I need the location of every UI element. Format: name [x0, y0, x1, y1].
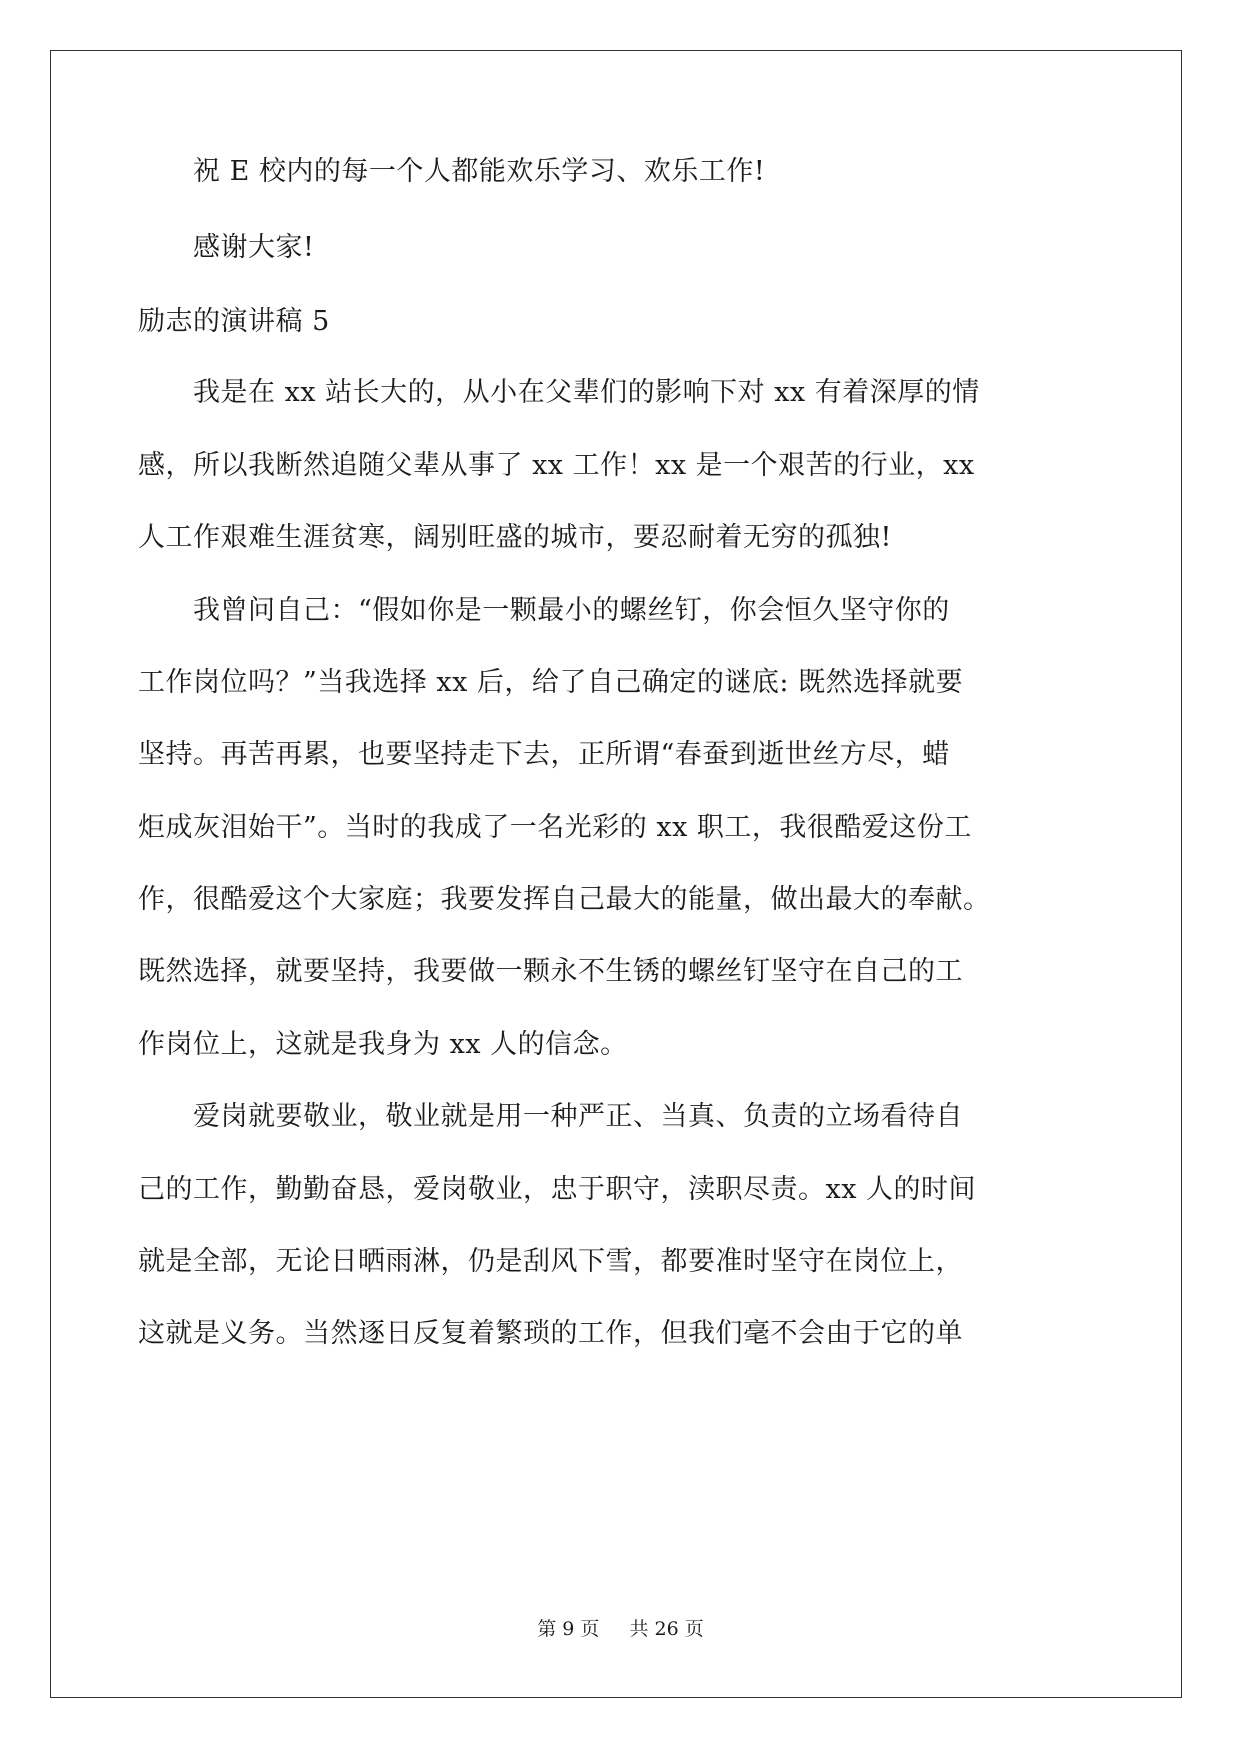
paragraph-line: 就是全部，无论日晒雨淋，仍是刮风下雪，都要准时坚守在岗位上，: [138, 1246, 963, 1277]
page-footer: [0, 1617, 1241, 1641]
paragraph-line: 我曾问自己：“假如你是一颗最小的螺丝钉，你会恒久坚守你的: [193, 595, 950, 626]
paragraph-line: 我是在 xx 站长大的，从小在父辈们的影响下对 xx 有着深厚的情: [193, 377, 980, 408]
paragraph-line: 己的工作，勤勤奋恳，爱岗敬业，忠于职守，渎职尽责。xx 人的时间: [138, 1174, 977, 1205]
paragraph-line: 感，所以我断然追随父辈从事了 xx 工作！xx 是一个艰苦的行业，xx: [138, 450, 975, 481]
paragraph-line: 感谢大家!: [193, 232, 315, 263]
page-number: 第 9 页: [537, 1618, 600, 1640]
paragraph-line: 爱岗就要敬业，敬业就是用一种严正、当真、负责的立场看待自: [193, 1101, 963, 1132]
paragraph-line: 既然选择，就要坚持，我要做一颗永不生锈的螺丝钉坚守在自己的工: [138, 956, 963, 987]
page-border: [50, 50, 1182, 1698]
paragraph-line: 坚持。再苦再累，也要坚持走下去，正所谓“春蚕到逝世丝方尽，蜡: [138, 739, 950, 770]
paragraph-line: 这就是义务。当然逐日反复着繁琐的工作，但我们毫不会由于它的单: [138, 1318, 963, 1349]
paragraph-line: 作，很酷爱这个大家庭；我要发挥自己最大的能量，做出最大的奉献。: [138, 884, 991, 915]
section-heading: 励志的演讲稿 5: [138, 306, 330, 337]
total-pages: 共 26 页: [629, 1618, 704, 1640]
paragraph-line: 作岗位上，这就是我身为 xx 人的信念。: [138, 1029, 628, 1060]
paragraph-line: 工作岗位吗？”当我选择 xx 后，给了自己确定的谜底: 既然选择就要: [138, 667, 964, 698]
paragraph-line: 人工作艰难生涯贫寒，阔别旺盛的城市，要忍耐着无穷的孤独!: [138, 522, 892, 553]
paragraph-line: 祝 E 校内的每一个人都能欢乐学习、欢乐工作!: [193, 156, 766, 187]
paragraph-line: 炬成灰泪始干”。当时的我成了一名光彩的 xx 职工，我很酷爱这份工: [138, 812, 972, 843]
